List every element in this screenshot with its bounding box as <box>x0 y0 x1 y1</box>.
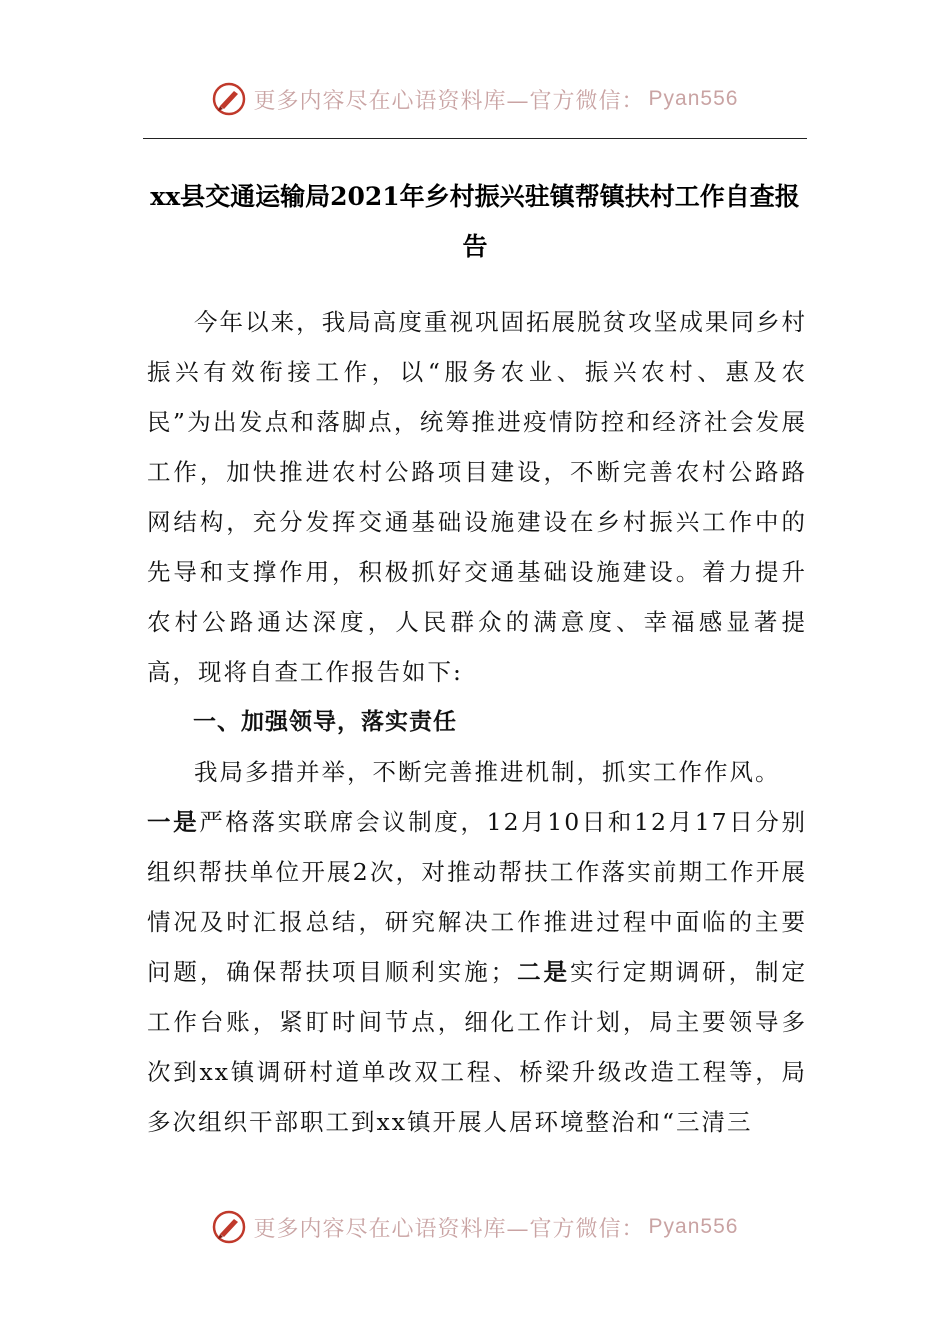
watermark-footer <box>0 1210 950 1244</box>
section-heading: 一、加强领导，落实责任 <box>193 709 457 735</box>
watermark-wechat-id: Pyan556 <box>648 1215 739 1238</box>
document-title: xx县交通运输局2021年乡村振兴驻镇帮镇扶村工作自查报告 <box>150 182 800 261</box>
header-divider <box>143 138 807 139</box>
section-paragraph <box>147 747 807 797</box>
keyword-first: 一是 <box>147 808 200 836</box>
watermark-wechat-id: Pyan556 <box>648 87 739 110</box>
point-first-text: 严格落实联席会议制度，12月10日和12月17日分别组织帮扶单位开展2次，对推动帮扶工作落实前期工作开展情况及时汇报总结，研究解决工作推进过程中面临的主要问题，确保帮扶项目顺利实施； <box>147 808 807 986</box>
watermark-header <box>0 82 950 116</box>
keyword-second: 二是 <box>516 958 570 986</box>
watermark-text: 更多内容尽在心语资料库—官方微信： <box>253 88 645 114</box>
points-paragraph <box>147 797 807 1147</box>
watermark-text: 更多内容尽在心语资料库—官方微信： <box>253 1216 645 1242</box>
intro-paragraph: 今年以来，我局高度重视巩固拓展脱贫攻坚成果同乡村振兴有效衔接工作，以“服务农业、振兴农村、惠及农民”为出发点和落脚点，统筹推进疫情防控和经济社会发展工作，加快推进农村公路项目建设，不断完善农村公路路网结构，充分发挥交通基础设施建设在乡村振兴工作中的先导和支撑作用，积极抓好交通基础设施建设。着力提升农村公路通达深度，人民群众的满意度、幸福感显著提高，现将自查工作报告如下: <box>147 308 807 686</box>
pen-logo-icon <box>212 1210 246 1244</box>
section-lead: 我局多措并举，不断完善推进机制，抓实工作作风。 <box>194 758 781 786</box>
point-second-text: 实行定期调研，制定工作台账，紧盯时间节点，细化工作计划，局主要领导多次到xx镇调研村道单改双工程、桥梁升级改造工程等，局多次组织干部职工到xx镇开展人居环境整治和“三清三 <box>147 958 807 1136</box>
pen-logo-icon <box>212 82 246 116</box>
document-body <box>147 297 807 1147</box>
